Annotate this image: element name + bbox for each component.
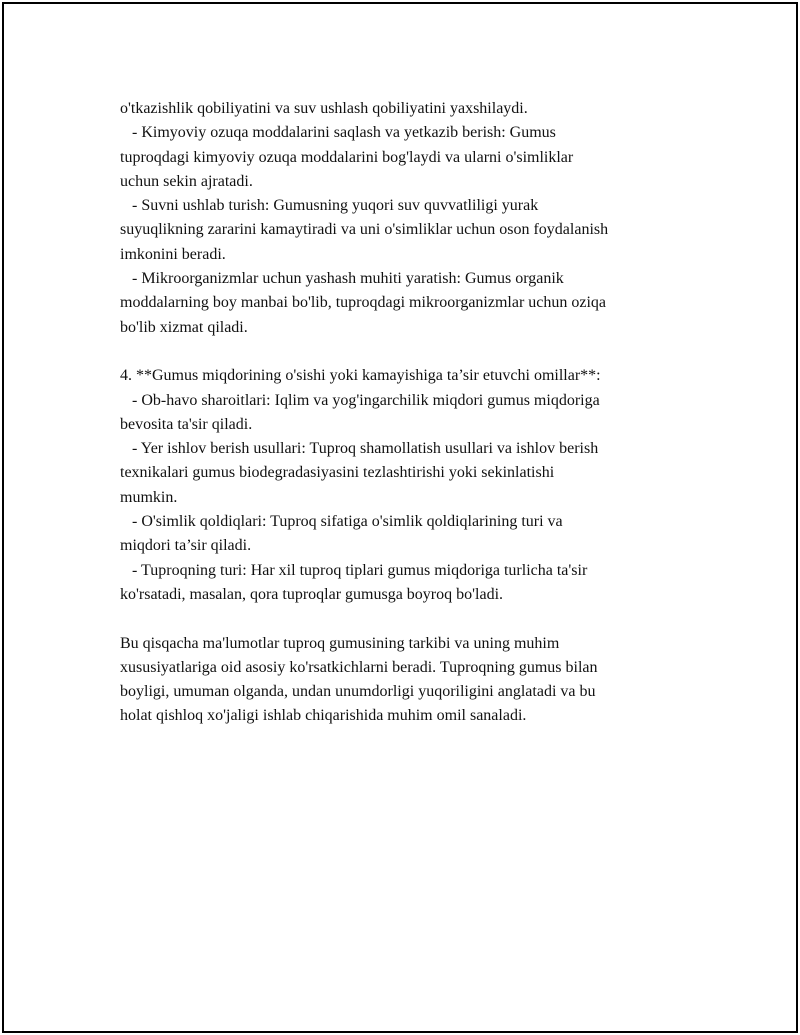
- paragraph-humus-factors: [120, 364, 700, 607]
- text-line: bo'lib xizmat qiladi.: [120, 318, 248, 336]
- document-body: [120, 97, 700, 729]
- text-line: - Ob-havo sharoitlari: Iqlim va yog'ingarchilik miqdori gumus miqdoriga: [120, 391, 600, 409]
- text-line: xususiyatlariga oid asosiy ko'rsatkichlarni beradi. Tuproqning gumus bilan: [120, 658, 598, 676]
- text-line: - Kimyoviy ozuqa moddalarini saqlash va yetkazib berish: Gumus: [120, 124, 556, 142]
- text-line: - Tuproqning turi: Har xil tuproq tiplari gumus miqdoriga turlicha ta'sir: [120, 561, 588, 579]
- text-line: miqdori ta’sir qiladi.: [120, 537, 252, 555]
- text-line: holat qishloq xo'jaligi ishlab chiqarishida muhim omil sanaladi.: [120, 707, 527, 725]
- text-line: imkonini beradi.: [120, 245, 226, 263]
- text-line: Bu qisqacha ma'lumotlar tuproq gumusining tarkibi va uning muhim: [120, 634, 560, 652]
- document-page: [2, 2, 798, 1033]
- text-line: - Mikroorganizmlar uchun yashash muhiti yaratish: Gumus organik: [120, 270, 564, 288]
- section-heading: 4. **Gumus miqdorining o'sishi yoki kamayishiga ta’sir etuvchi omillar**:: [120, 367, 601, 385]
- paragraph-gap: [120, 340, 700, 364]
- text-line: suyuqlikning zararini kamaytiradi va uni o'simliklar uchun oson foydalanish: [120, 221, 609, 239]
- text-line: texnikalari gumus biodegradasiyasini tezlashtirishi yoki sekinlatishi: [120, 464, 555, 482]
- paragraph-soil-properties: [120, 97, 700, 340]
- text-line: - Suvni ushlab turish: Gumusning yuqori suv quvvatliligi yurak: [120, 197, 539, 215]
- paragraph-gap: [120, 607, 700, 631]
- text-line: - O'simlik qoldiqlari: Tuproq sifatiga o'simlik qoldiqlarining turi va: [120, 513, 563, 531]
- text-line: tuproqdagi kimyoviy ozuqa moddalarini bog'laydi va ularni o'simliklar: [120, 148, 574, 166]
- text-line: moddalarning boy manbai bo'lib, tuproqdagi mikroorganizmlar uchun oziqa: [120, 294, 607, 312]
- text-line: o'tkazishlik qobiliyatini va suv ushlash qobiliyatini yaxshilaydi.: [120, 100, 528, 117]
- text-line: ko'rsatadi, masalan, qora tuproqlar gumusga boyroq bo'ladi.: [120, 585, 504, 603]
- paragraph-summary: [120, 632, 700, 729]
- text-line: bevosita ta'sir qiladi.: [120, 415, 253, 433]
- text-line: boyligi, umuman olganda, undan unumdorligi yuqoriligini anglatadi va bu: [120, 683, 596, 701]
- text-line: mumkin.: [120, 488, 178, 506]
- text-line: uchun sekin ajratadi.: [120, 172, 253, 190]
- text-line: - Yer ishlov berish usullari: Tuproq shamollatish usullari va ishlov berish: [120, 440, 599, 458]
